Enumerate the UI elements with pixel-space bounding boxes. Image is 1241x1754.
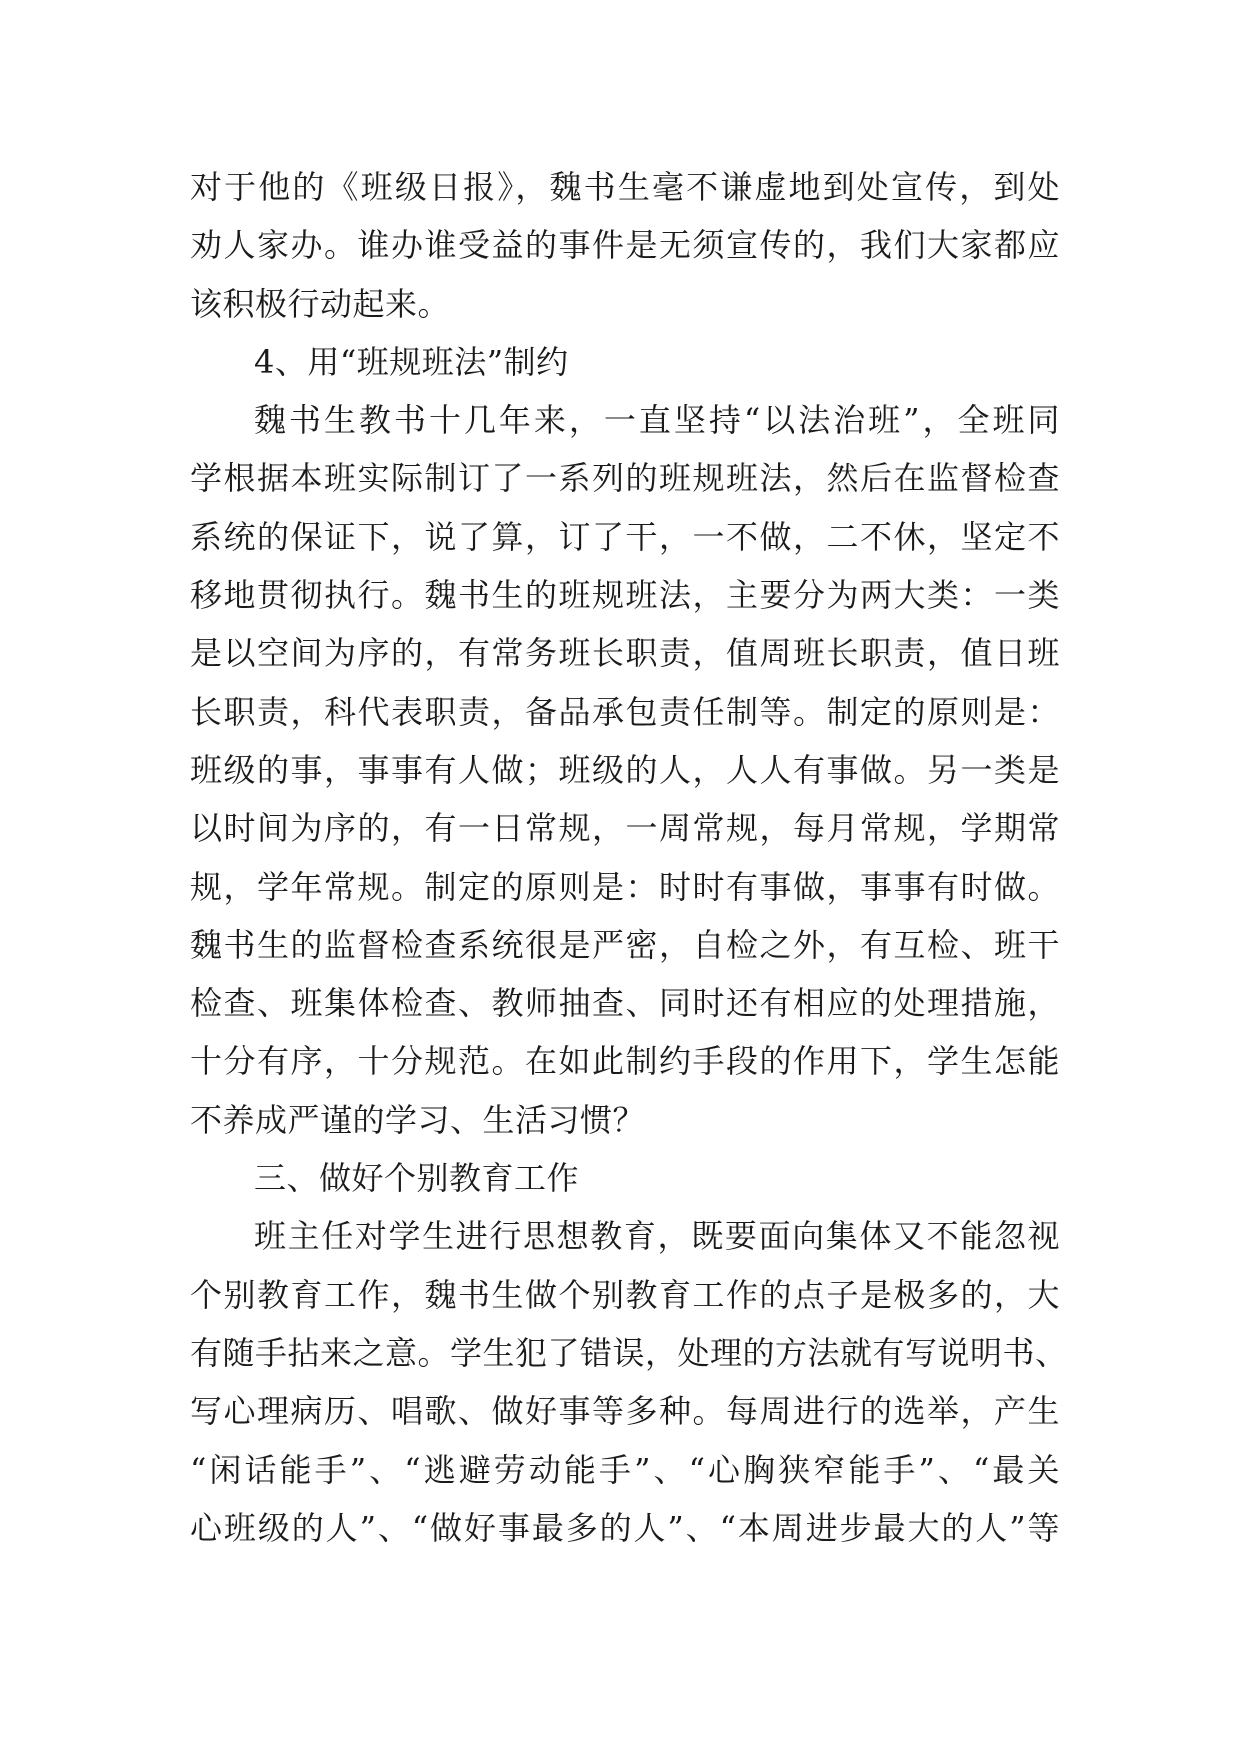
text-line: 有随手拈来之意。学生犯了错误，处理的方法就有写说明书、 [190,1333,1068,1372]
text-line: 个别教育工作，魏书生做个别教育工作的点子是极多的，大 [190,1275,1060,1314]
text-line: 以时间为序的，有一日常规，一周常规，每月常规，学期常 [190,809,1060,848]
text-line: 规，学年常规。制定的原则是：时时有事做，事事有时做。 [190,867,1060,906]
text-line: 写心理病历、唱歌、做好事等多种。每周进行的选举，产生 [190,1392,1060,1431]
text-line: 移地贯彻执行。魏书生的班规班法，主要分为两大类：一类 [190,576,1060,615]
body-text [190,158,1068,1557]
text-line: 对于他的《班级日报》，魏书生毫不谦虚地到处宣传，到处 [190,168,1060,206]
text-line: 十分有序，十分规范。在如此制约手段的作用下，学生怎能 [190,1042,1060,1081]
text-line: 学根据本班实际制订了一系列的班规班法，然后在监督检查 [190,459,1060,498]
text-line: 劝人家办。谁办谁受益的事件是无须宣传的，我们大家都应 [190,226,1060,265]
text-line: 班主任对学生进行思想教育，既要面向集体又不能忽视 [254,1217,1060,1256]
text-line: 该积极行动起来。 [190,284,451,323]
text-line: 心班级的人”、“做好事最多的人”、“本周进步最大的人”等 [190,1508,1060,1547]
text-line: 系统的保证下，说了算，订了干，一不做，二不休，坚定不 [190,517,1060,556]
text-line: 检查、班集体检查、教师抽查、同时还有相应的处理措施， [190,984,1060,1023]
text-line: 不养成严谨的学习、生活习惯？ [190,1100,646,1139]
text-line: 魏书生教书十几年来，一直坚持“以法治班”，全班同 [254,401,1060,440]
text-line: 三、做好个别教育工作 [254,1159,580,1198]
text-line: 是以空间为序的，有常务班长职责，值周班长职责，值日班 [190,634,1060,673]
text-line: 魏书生的监督检查系统很是严密，自检之外，有互检、班干 [190,925,1060,964]
text-line: 长职责，科代表职责，备品承包责任制等。制定的原则是： [190,692,1060,731]
text-line: 4、用“班规班法”制约 [254,342,569,381]
text-line: “闲话能手”、“逃避劳动能手”、“心胸狭窄能手”、“最关 [190,1450,1060,1489]
text-line: 班级的事，事事有人做；班级的人，人人有事做。另一类是 [190,750,1060,789]
